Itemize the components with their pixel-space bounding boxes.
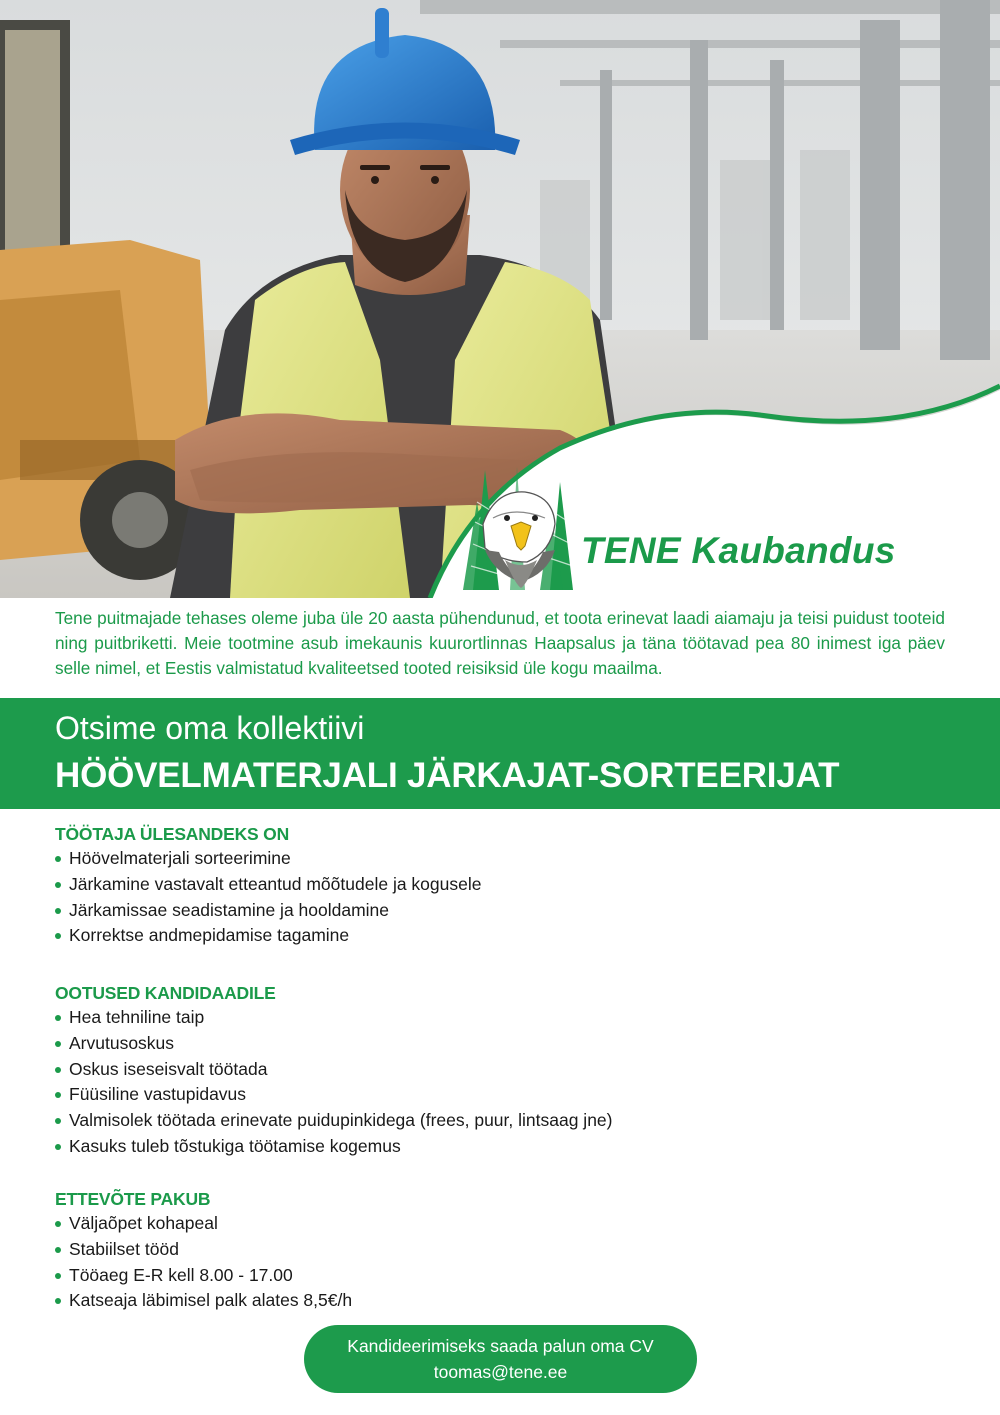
list-item-text: Oskus iseseisvalt töötada	[69, 1058, 268, 1079]
list-item	[55, 1031, 955, 1057]
list-item	[55, 1263, 955, 1289]
tene-logo	[455, 462, 985, 597]
job-title: HÖÖVELMATERJALI JÄRKAJAT-SORTEERIJAT	[55, 756, 840, 795]
section-requirements	[55, 981, 955, 1160]
requirements-list	[55, 1005, 955, 1160]
list-item-text: Stabiilset tööd	[69, 1238, 179, 1259]
list-item	[55, 846, 955, 872]
list-item-text: Füüsiline vastupidavus	[69, 1084, 247, 1105]
list-item	[55, 1108, 955, 1134]
banner-subtitle: Otsime oma kollektiivi	[55, 710, 365, 746]
bullet-icon	[55, 856, 61, 862]
list-item-text: Väljaõpet kohapeal	[69, 1213, 218, 1233]
list-item	[55, 923, 955, 949]
bullet-icon	[55, 882, 61, 888]
list-item	[55, 1134, 955, 1160]
list-item	[55, 898, 955, 924]
list-item-text: Arvutusoskus	[69, 1032, 175, 1053]
company-intro: Tene puitmajade tehases oleme juba üle 20 aasta pühendunud, et toota erinevat laadi aiamaju ja teisi puidust tooteid ning puitbriketti. Meie tootmine asub imekaunis kuurortlinnas Haapsalus ja täna töötavad pea 80 inimest iga päev selle nimel, et Eestis valmistatud kvaliteetsed tooted reisiksid üle kogu maailma.	[55, 608, 945, 678]
bullet-icon	[55, 1247, 61, 1253]
list-item	[55, 1288, 955, 1314]
job-title-banner	[0, 698, 1000, 809]
cta-text: Kandideerimiseks saada palun oma CV	[347, 1336, 654, 1356]
section-offer	[55, 1187, 955, 1314]
bullet-icon	[55, 1041, 61, 1047]
section-heading: OOTUSED KANDIDAADILE	[55, 983, 276, 1003]
list-item-text: Järkamissae seadistamine ja hooldamine	[69, 899, 390, 920]
section-duties	[55, 822, 955, 949]
bullet-icon	[55, 1015, 61, 1021]
duties-list	[55, 846, 955, 949]
bullet-icon	[55, 1118, 61, 1124]
contact-email[interactable]: toomas@tene.ee	[433, 1362, 568, 1382]
list-item	[55, 1005, 955, 1031]
offer-list	[55, 1211, 955, 1314]
bullet-icon	[55, 933, 61, 939]
list-item-text: Valmisolek töötada erinevate puidupinkidega (frees, puur, lintsaag jne)	[69, 1110, 613, 1131]
section-heading: TÖÖTAJA ÜLESANDEKS ON	[55, 824, 290, 844]
list-item-text: Kasuks tuleb tõstukiga töötamise kogemus	[69, 1135, 401, 1156]
bullet-icon	[55, 1092, 61, 1098]
list-item-text: Tööaeg E-R kell 8.00 - 17.00	[69, 1264, 293, 1285]
list-item	[55, 1237, 955, 1263]
bullet-icon	[55, 1221, 61, 1227]
bullet-icon	[55, 1298, 61, 1304]
bullet-icon	[55, 1144, 61, 1150]
bullet-icon	[55, 1067, 61, 1073]
list-item	[55, 872, 955, 898]
list-item-text: Katseaja läbimisel palk alates 8,5€/h	[69, 1290, 353, 1311]
list-item	[55, 1057, 955, 1083]
list-item-text: Korrektse andmepidamise tagamine	[69, 925, 350, 946]
list-item-text: Höövelmaterjali sorteerimine	[69, 848, 291, 868]
apply-cta[interactable]	[304, 1325, 697, 1393]
list-item	[55, 1082, 955, 1108]
list-item-text: Hea tehniline taip	[69, 1007, 205, 1027]
list-item-text: Järkamine vastavalt etteantud mõõtudele ja kogusele	[69, 873, 482, 894]
bullet-icon	[55, 1273, 61, 1279]
section-heading: ETTEVÕTE PAKUB	[55, 1189, 211, 1209]
list-item	[55, 1211, 955, 1237]
bullet-icon	[55, 908, 61, 914]
eagle-pine-trees-icon	[455, 462, 580, 592]
brand-name: TENE Kaubandus	[581, 530, 896, 571]
